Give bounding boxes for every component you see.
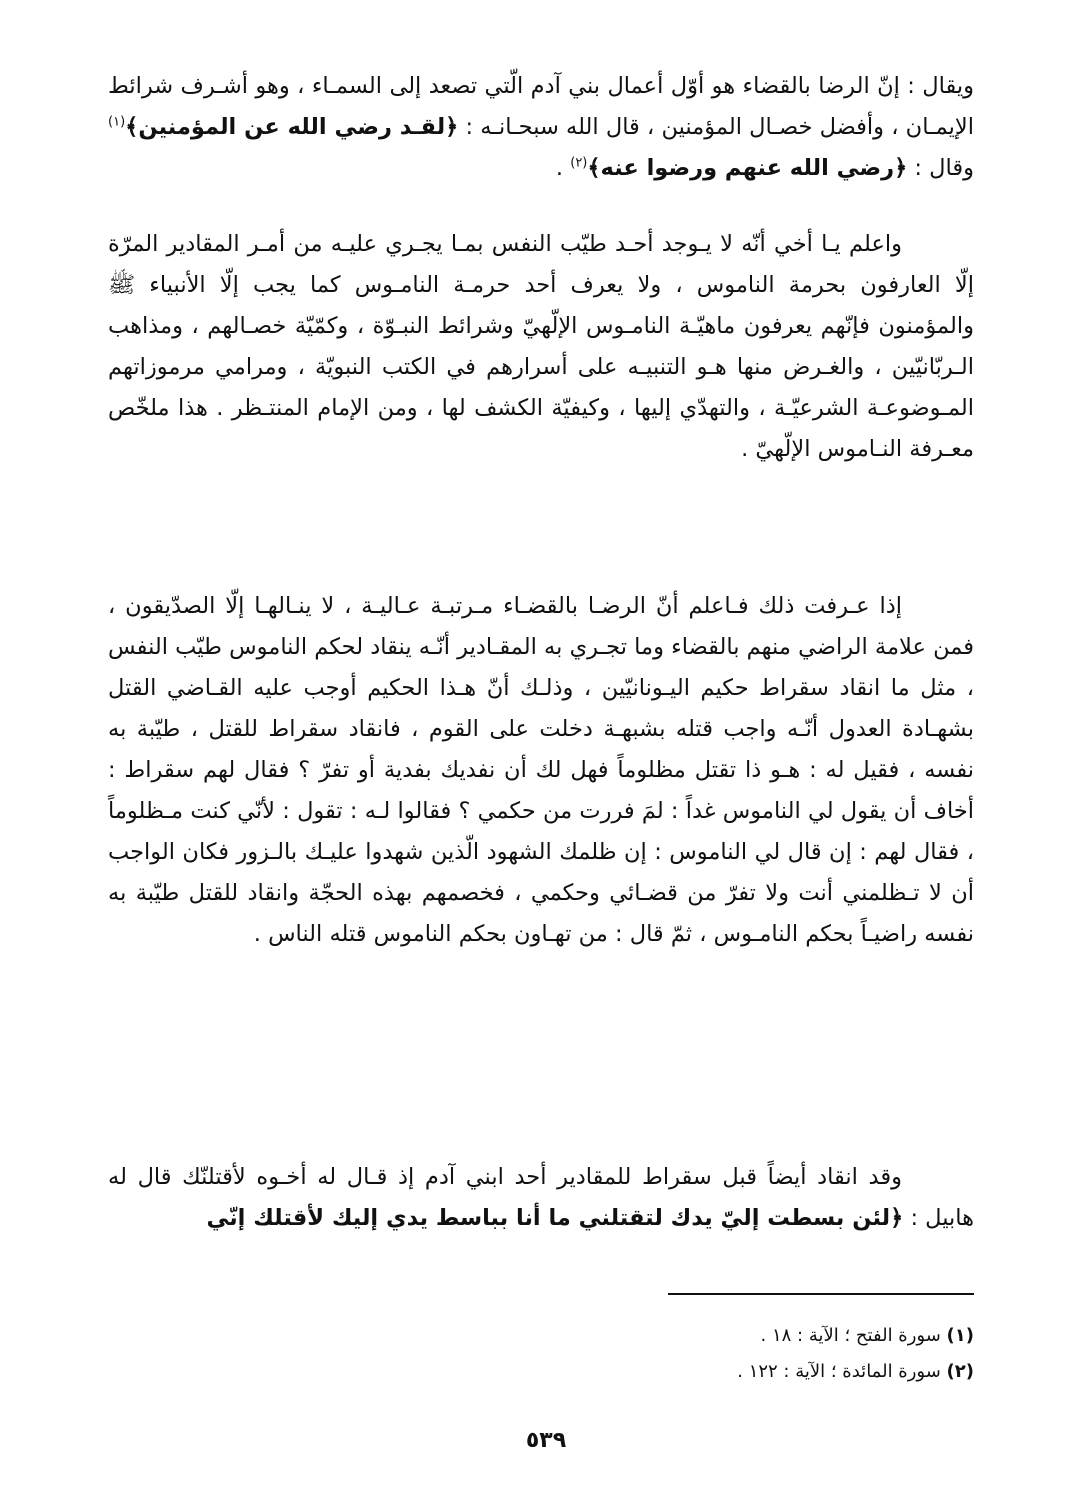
quran-quote-3: ﴿لئن بسطت إليّ يدك لتقتلني ما أنا بباسط يدي إليك لأقتلك إنّي — [206, 1205, 904, 1231]
paragraph-3 — [108, 586, 974, 955]
quran-quote-2: ﴿رضي الله عنهم ورضوا عنه﴾ — [587, 155, 908, 181]
footnote-ref-1: (١) — [108, 114, 126, 130]
page-number: ٥٣٩ — [525, 1428, 567, 1453]
paragraph-2 — [108, 224, 974, 470]
footnote-divider — [668, 1293, 974, 1295]
footnotes — [374, 1318, 974, 1390]
footnote-2-number: (٢) — [946, 1361, 974, 1382]
quran-quote-1: ﴿لقـد رضي الله عن المؤمنين﴾ — [125, 114, 459, 140]
footnote-1-number: (١) — [946, 1325, 974, 1346]
paragraph-1-text-c: . — [555, 155, 571, 181]
paragraph-2-text: واعلم يـا أخي أنّه لا يـوجد أحـد طيّب النفس بمـا يجـري عليـه من أمـر المقادير المرّة إلّا العارفون بحرمة الناموس ، ولا يعرف أحد حرمـة النامـوس كما يجب إلّا الأنبياء ﷺ والمؤمنون فإنّهم يعرفون ماهيّـة النامـوس الإلّهيّ وشرائط النبـوّة ، وكمّيّة خصـالهم ، ومذاهب الـربّانيّين ، والغـرض منها هـو التنبيـه على أسرارهم في الكتب النبويّة ، ومرامي مرموزاتهم المـوضوعـة الشرعيّـة ، والتهدّي إليها ، وكيفيّة الكشف لها ، ومن الإمام المنتـظر . هذا ملخّص معـرفة النـاموس الإلّهيّ . — [108, 231, 974, 462]
footnote-1 — [374, 1318, 974, 1354]
paragraph-4 — [108, 1157, 974, 1239]
paragraph-1-text-b: وقال : — [907, 155, 974, 181]
paragraph-1 — [108, 66, 974, 189]
footnote-1-text: سورة الفتح ؛ الآية : ١٨ . — [760, 1325, 941, 1346]
paragraph-3-text: إذا عـرفت ذلك فـاعلم أنّ الرضـا بالقضـاء مـرتبـة عـاليـة ، لا ينـالهـا إلّا الصدّيقون ، فمن علامة الراضي منهم بالقضاء وما تجـري به المقـادير أنّـه ينقاد لحكم الناموس طيّب النفس ، مثل ما انقاد سقراط حكيم اليـونانيّين ، وذلـك أنّ هـذا الحكيم أوجب عليه القـاضي القتل بشهـادة العدول أنّـه واجب قتله بشبهـة دخلت على القوم ، فانقاد سقراط للقتل ، طيّبة به نفسه ، فقيل له : هـو ذا تقتل مظلوماً فهل لك أن نفديك بفدية أو تفرّ ؟ فقال لهم سقراط : أخاف أن يقول لي الناموس غداً : لمَ فررت من حكمي ؟ فقالوا لـه : تقول : لأنّي كنت مـظلوماً ، فقال لهم : إن قال لي الناموس : إن ظلمك الشهود الّذين شهدوا عليـك بالـزور فكان الواجب أن لا تـظلمني أنت ولا تفرّ من قضـائي وحكمي ، فخصمهم بهذه الحجّة وانقاد للقتل طيّبة به نفسه راضيـاً بحكم النامـوس ، ثمّ قال : من تهـاون بحكم الناموس قتله الناس . — [108, 593, 974, 947]
paragraph-1-text-a: ويقال : إنّ الرضا بالقضاء هو أوّل أعمال بني آدم الّتي تصعد إلى السمـاء ، وهو أشـرف شرائط الإيمـان ، وأفضل خصـال المؤمنين ، قال الله سبحـانـه : — [108, 73, 974, 140]
footnote-2-text: سورة المائدة ؛ الآية : ١٢٢ . — [737, 1361, 941, 1382]
footnote-ref-2: (٢) — [570, 155, 588, 171]
footnote-2 — [374, 1354, 974, 1390]
paragraph-4-text: وقد انقاد أيضاً قبل سقراط للمقادير أحد ابني آدم إذ قـال له أخـوه لأقتلنّك قال له هابيل : — [108, 1164, 974, 1231]
